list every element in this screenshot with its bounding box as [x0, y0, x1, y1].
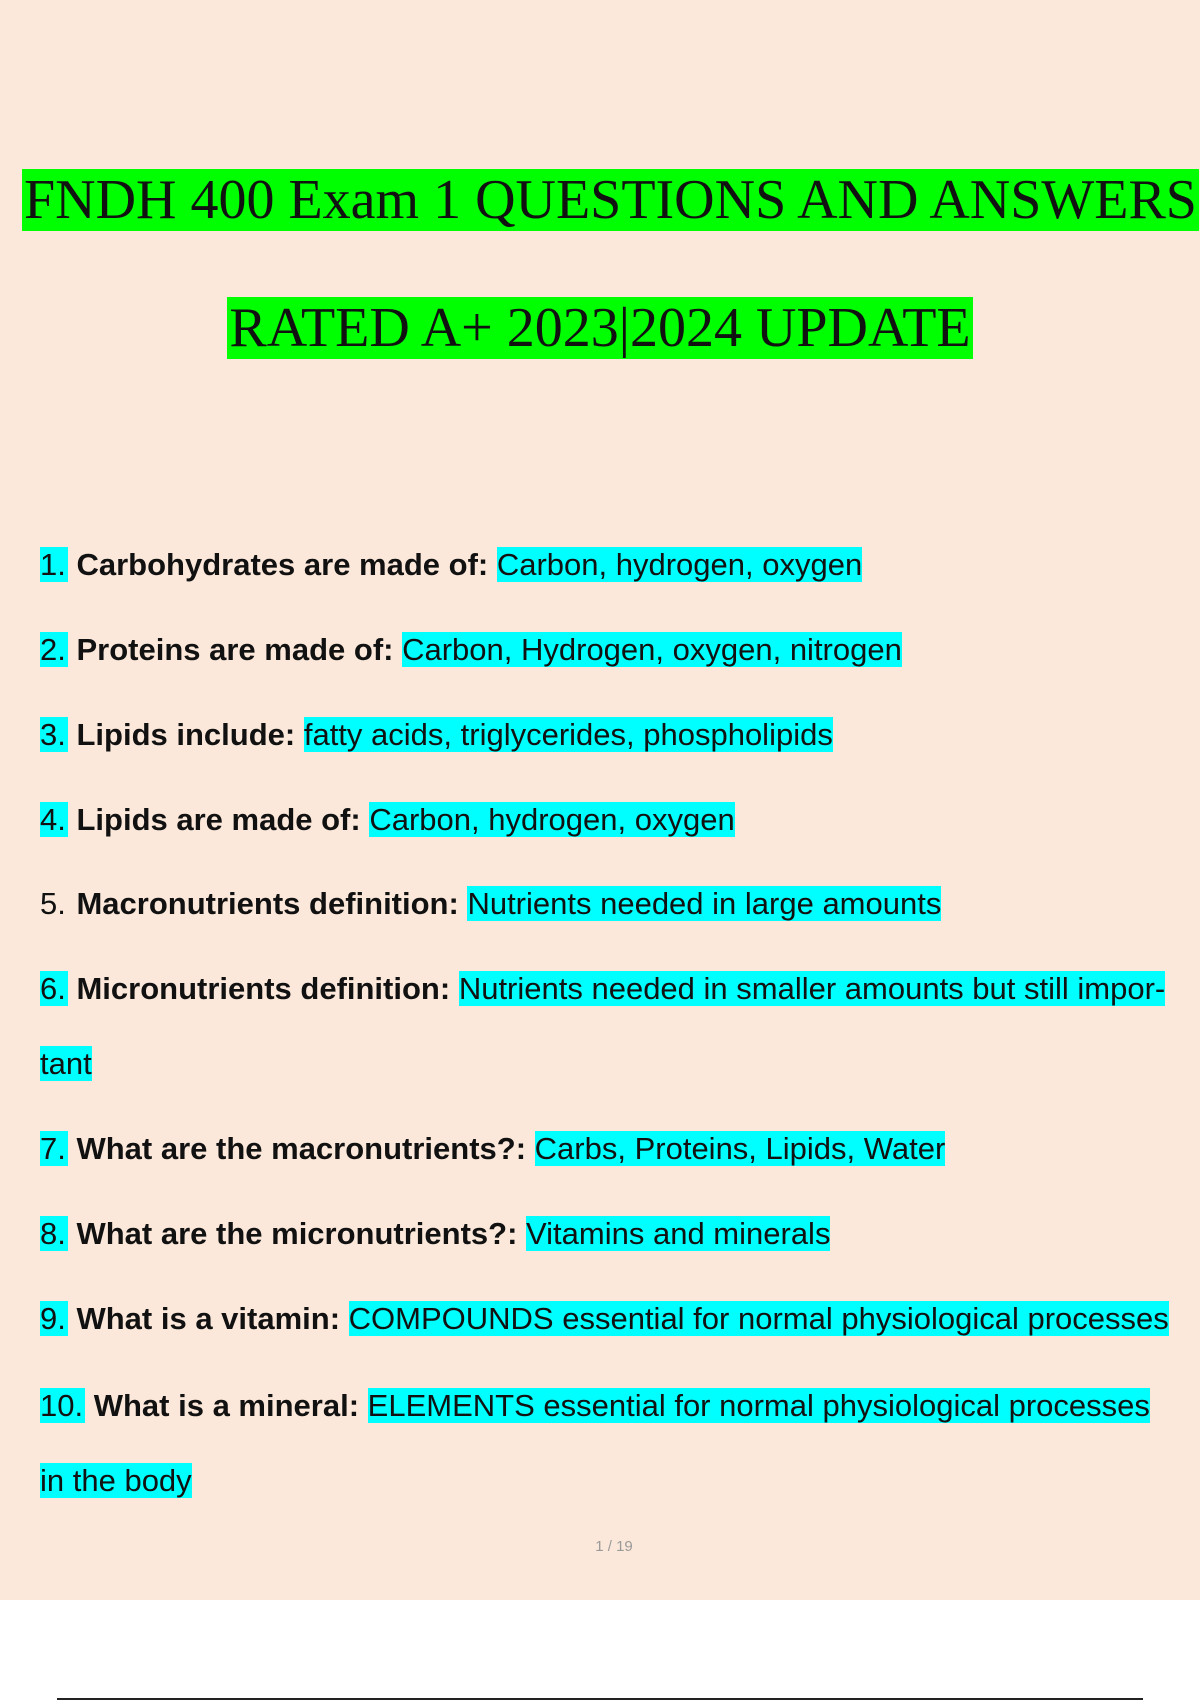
item-answer: Nutrients needed in large amounts [467, 886, 942, 921]
item-answer: Vitamins and minerals [526, 1216, 831, 1251]
qa-item-3 [40, 716, 1190, 753]
qa-item-1 [40, 546, 1190, 583]
title-highlight: RATED A+ 2023|2024 UPDATE [229, 297, 971, 359]
item-answer-cont: tant [40, 1046, 92, 1081]
item-question: What is a mineral: [93, 1388, 360, 1423]
item-number: 8. [40, 1216, 66, 1251]
item-question: What is a vitamin: [76, 1301, 341, 1336]
item-answer-continuation [40, 1462, 192, 1499]
page-indicator: 1 / 19 [595, 1538, 633, 1555]
item-number: 4. [40, 802, 66, 837]
item-answer-continuation [40, 1045, 92, 1082]
item-question: What are the micronutrients?: [76, 1216, 518, 1251]
item-question: Micronutrients definition: [76, 971, 451, 1006]
item-answer: Carbs, Proteins, Lipids, Water [534, 1131, 946, 1166]
item-number: 5. [40, 886, 66, 921]
item-number: 7. [40, 1131, 66, 1166]
item-number: 3. [40, 717, 66, 752]
item-answer: Carbon, hydrogen, oxygen [496, 547, 863, 582]
item-answer: fatty acids, triglycerides, phospholipids [303, 717, 833, 752]
qa-item-10 [40, 1387, 1190, 1498]
title-highlight: FNDH 400 Exam 1 QUESTIONS AND ANSWERS [24, 169, 1197, 231]
item-answer-cont: in the body [40, 1463, 192, 1498]
item-answer: COMPOUNDS essential for normal physiological processes [348, 1301, 1169, 1336]
item-question: Lipids are made of: [76, 802, 361, 837]
item-number: 9. [40, 1301, 66, 1336]
item-answer: ELEMENTS essential for normal physiological processes [367, 1388, 1150, 1423]
item-number: 1. [40, 547, 66, 582]
item-number: 6. [40, 971, 66, 1006]
qa-item-8 [40, 1215, 1190, 1252]
item-number: 10. [40, 1388, 84, 1423]
item-answer: Nutrients needed in smaller amounts but still impor- [458, 971, 1166, 1006]
item-question: Carbohydrates are made of: [76, 547, 489, 582]
item-question: Lipids include: [76, 717, 296, 752]
title-line-2 [0, 296, 1200, 360]
item-answer: Carbon, hydrogen, oxygen [369, 802, 735, 837]
qa-item-2 [40, 631, 1190, 668]
qa-item-9 [40, 1300, 1190, 1337]
item-question: What are the macronutrients?: [76, 1131, 527, 1166]
item-question: Proteins are made of: [76, 632, 394, 667]
qa-item-5 [40, 885, 1190, 922]
qa-item-7 [40, 1130, 1190, 1167]
item-number: 2. [40, 632, 66, 667]
qa-item-6 [40, 970, 1190, 1081]
qa-item-4 [40, 801, 1190, 838]
item-question: Macronutrients definition: [76, 886, 459, 921]
title-line-1 [22, 168, 1200, 232]
item-answer: Carbon, Hydrogen, oxygen, nitrogen [402, 632, 902, 667]
